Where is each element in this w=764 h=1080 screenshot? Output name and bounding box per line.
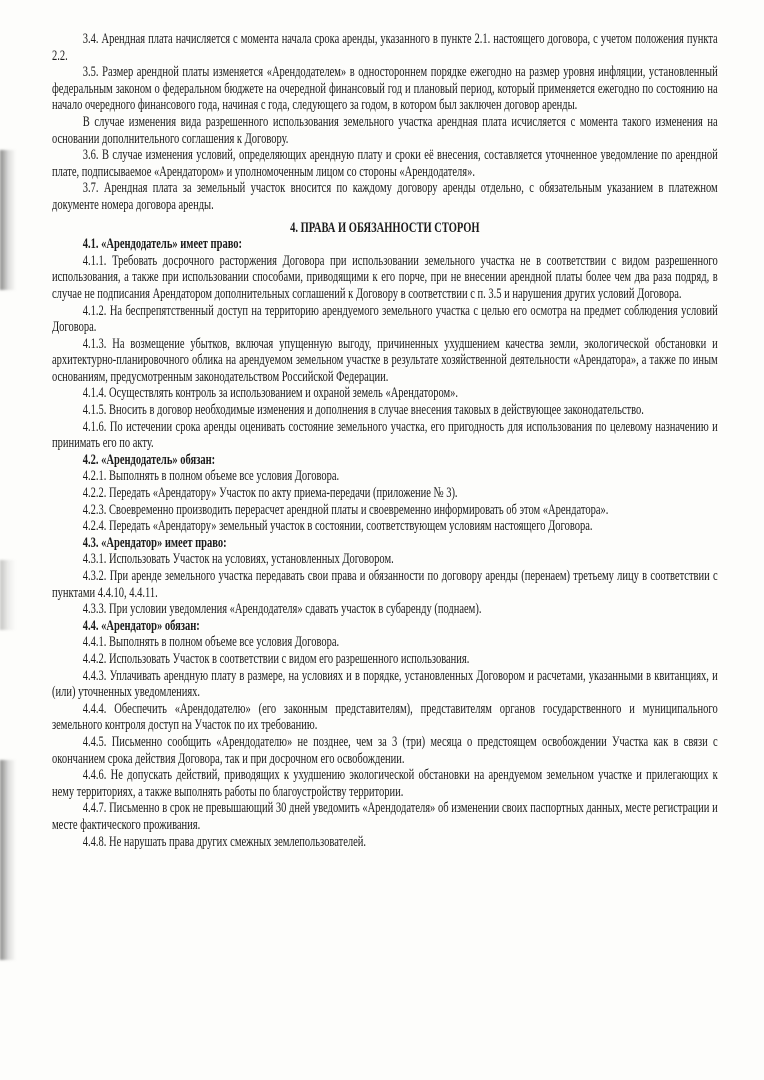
paragraph: 4.1.3. На возмещение убытков, включая упущенную выгоду, причиненных ухудшением качества земли, экологической обстановки и архитектурно-планировочного облика на арендуемом земельном участке в результате хозяйственной деятельности «Арендатора», а также по иным основаниям, предусмотренным законодательством Российской Федерации.: [52, 335, 718, 385]
paragraph: 3.6. В случае изменения условий, определяющих арендную плату и сроки её внесения, составляется уточненное уведомление по арендной плате, подписываемое «Арендатором» и уполномоченным лицом со стороны «Арендодателя».: [52, 147, 718, 180]
scan-shadow-artifact: [0, 150, 16, 290]
subsection-heading: 4.4. «Арендатор» обязан:: [82, 617, 200, 634]
paragraph: 4.1.6. По истечении срока аренды оценивать состояние земельного участка, его пригодность для использования по целевому назначению и принимать его по акту.: [52, 418, 718, 452]
paragraph: 4.2.3. Своевременно производить перерасчет арендной платы и своевременно информировать об этом «Арендатора».: [82, 501, 609, 518]
scan-shadow-artifact: [0, 760, 16, 960]
paragraph: 4.4.7. Письменно в срок не превышающий 30 дней уведомить «Арендодателя» об изменении своих паспортных данных, месте регистрации и месте фактического проживания.: [52, 800, 718, 833]
document-page: [52, 31, 718, 850]
paragraph: 4.3.2. При аренде земельного участка передавать свои права и обязанности по договору аренды (перенаем) третьему лицу в соответствии с пунктами 4.4.10, 4.4.11.: [52, 568, 718, 601]
paragraph: 4.3.1. Использовать Участок на условиях, установленных Договором.: [82, 551, 394, 568]
paragraph: 4.1.1. Требовать досрочного расторжения Договора при использовании земельного участка не в соответствии с видом разрешенного использования, а также при использовании способами, приводящими к его порче, при не внесении арендной платы более чем два раза подряд, в случае не подписания Арендатором дополнительных соглашений к Договору в соответствии с п. 3.5 и нарушения других условий Договора.: [52, 252, 718, 302]
paragraph: 4.4.5. Письменно сообщить «Арендодателю» не позднее, чем за 3 (три) месяца о предстоящем освобождении Участка как в связи с окончанием срока действия Договора, так и при досрочном его освобождении.: [52, 733, 718, 767]
paragraph: 3.5. Размер арендной платы изменяется «Арендодателем» в одностороннем порядке ежегодно на размер уровня инфляции, установленный федеральным законом о федеральном бюджете на очередной финансовый год и плановый период, который применяется ежегодно по состоянию на начало очередного финансового года, начиная с года, следующего за годом, в котором был заключен договор аренды.: [52, 64, 718, 114]
paragraph: 4.4.8. Не нарушать права других смежных землепользователей.: [82, 833, 366, 850]
paragraph: В случае изменения вида разрешенного использования земельного участка арендная плата исчисляется с момента такого изменения на основании дополнительного соглашения к Договору.: [52, 113, 718, 147]
paragraph: 4.1.5. Вносить в договор необходимые изменения и дополнения в случае внесения таковых в действующее законодательство.: [82, 402, 644, 419]
paragraph: 4.2.4. Передать «Арендатору» земельный участок в состоянии, соответствующем условиям настоящего Договора.: [82, 518, 593, 535]
paragraph: 4.2.1. Выполнять в полном объеме все условия Договора.: [82, 468, 340, 485]
paragraph: 4.4.4. Обеспечить «Арендодателю» (его законным представителям), представителям органов государственного и муниципального земельного контроля доступ на Участок по их требованию.: [52, 700, 718, 734]
paragraph: 4.4.6. Не допускать действий, приводящих к ухудшению экологической обстановки на арендуемом земельном участке и прилегающих к нему территориях, а также выполнять работы по благоустройству территории.: [52, 767, 718, 800]
paragraph: 4.2.2. Передать «Арендатору» Участок по акту приема-передачи (приложение № 3).: [82, 485, 458, 502]
paragraph: 4.1.2. На беспрепятственный доступ на территорию арендуемого земельного участка с целью его осмотра на предмет соблюдения условий Договора.: [52, 302, 718, 336]
paragraph: 4.4.2. Использовать Участок в соответствии с видом его разрешенного использования.: [82, 650, 470, 667]
subsection-heading: 4.2. «Арендодатель» обязан:: [82, 451, 216, 468]
paragraph: 3.4. Арендная плата начисляется с момента начала срока аренды, указанного в пункте 2.1. настоящего договора, с учетом положения пункта 2.2.: [52, 31, 718, 64]
paragraph: 3.7. Арендная плата за земельный участок вносится по каждому договору аренды отдельно, с обязательным указанием в платежном документе номера договора аренды.: [52, 180, 718, 213]
subsection-heading: 4.3. «Арендатор» имеет право:: [82, 534, 227, 551]
paragraph: 4.4.1. Выполнять в полном объеме все условия Договора.: [82, 634, 340, 651]
paragraph: 4.1.4. Осуществлять контроль за использованием и охраной земель «Арендатором».: [82, 385, 459, 402]
section-heading: 4. ПРАВА И ОБЯЗАННОСТИ СТОРОН: [290, 219, 480, 236]
subsection-heading: 4.1. «Арендодатель» имеет право:: [82, 236, 243, 253]
scan-shadow-artifact: [0, 560, 16, 630]
paragraph: 4.4.3. Уплачивать арендную плату в размере, на условиях и в порядке, установленных Договором и расчетами, указанными в квитанциях, и (или) уточненных уведомлениях.: [52, 667, 718, 701]
paragraph: 4.3.3. При условии уведомления «Арендодателя» сдавать участок в субаренду (поднаем).: [82, 601, 482, 618]
